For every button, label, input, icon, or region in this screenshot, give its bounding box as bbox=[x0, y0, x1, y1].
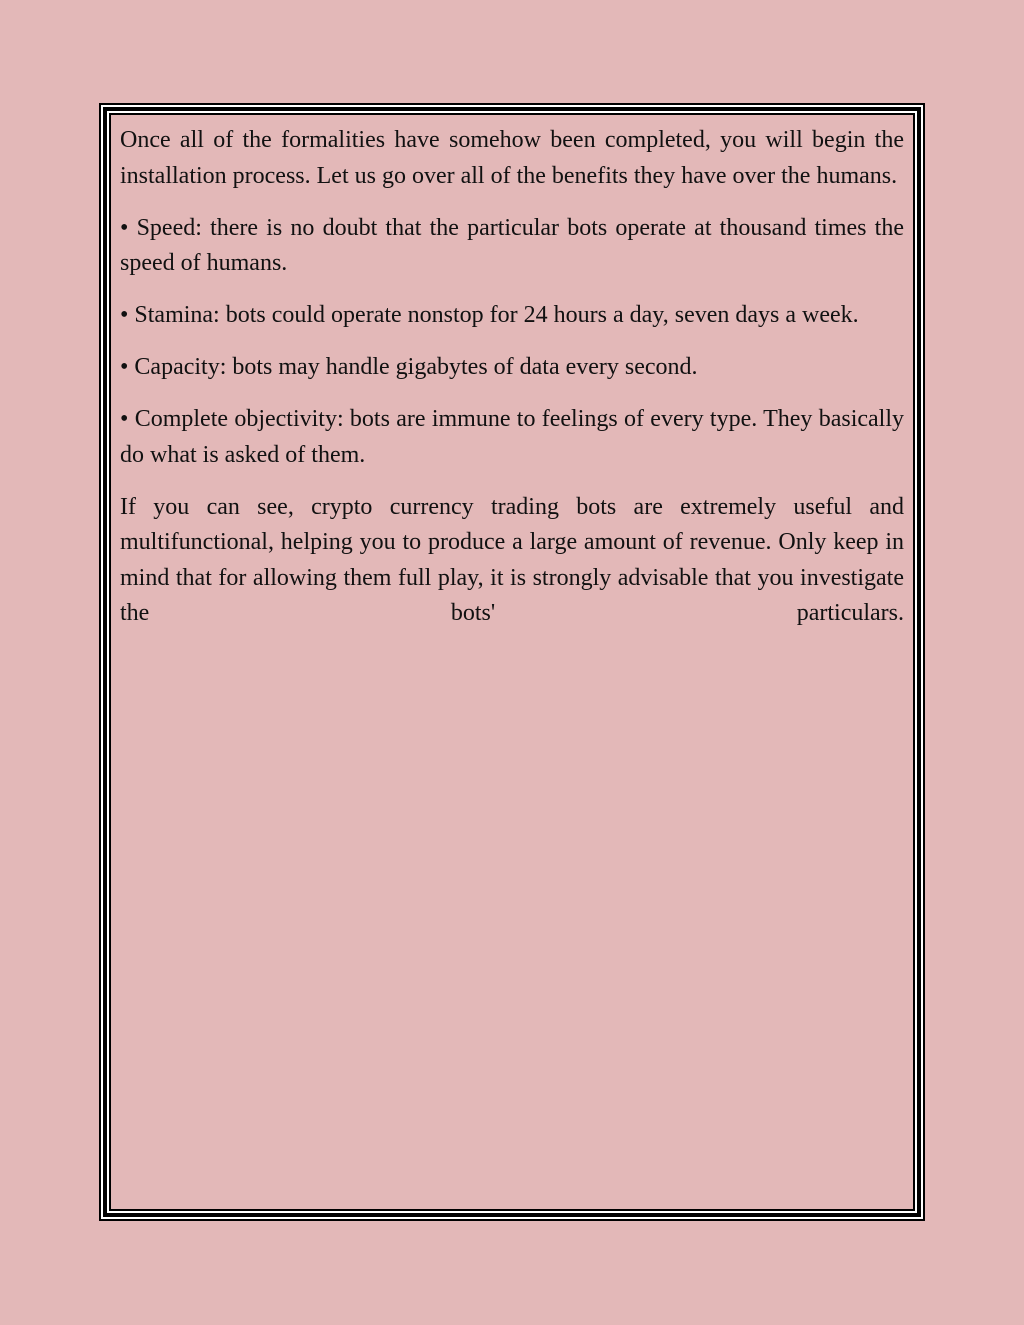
bullet-stamina: • Stamina: bots could operate nonstop for 24 hours a day, seven days a week. bbox=[120, 302, 859, 328]
document-body bbox=[120, 123, 904, 632]
bullet-objectivity: • Complete objectivity: bots are immune to feelings of every type. They basically do what is asked of them. bbox=[120, 406, 904, 468]
paragraph-conclusion: If you can see, crypto currency trading bots are extremely useful and multifunctional, helping you to produce a large amount of revenue. Only keep in mind that for allowing them full play, it is strongly advisable that you investigate the bots' particulars. bbox=[120, 493, 904, 626]
page-content-area bbox=[109, 113, 915, 1211]
page-border-middle bbox=[103, 107, 921, 1217]
bullet-speed: • Speed: there is no doubt that the particular bots operate at thousand times the speed of humans. bbox=[120, 214, 904, 276]
page-border-outer bbox=[99, 103, 925, 1221]
bullet-capacity: • Capacity: bots may handle gigabytes of data every second. bbox=[120, 354, 698, 380]
paragraph-intro: Once all of the formalities have somehow been completed, you will begin the installation process. Let us go over all of the benefits they have over the humans. bbox=[120, 127, 904, 189]
